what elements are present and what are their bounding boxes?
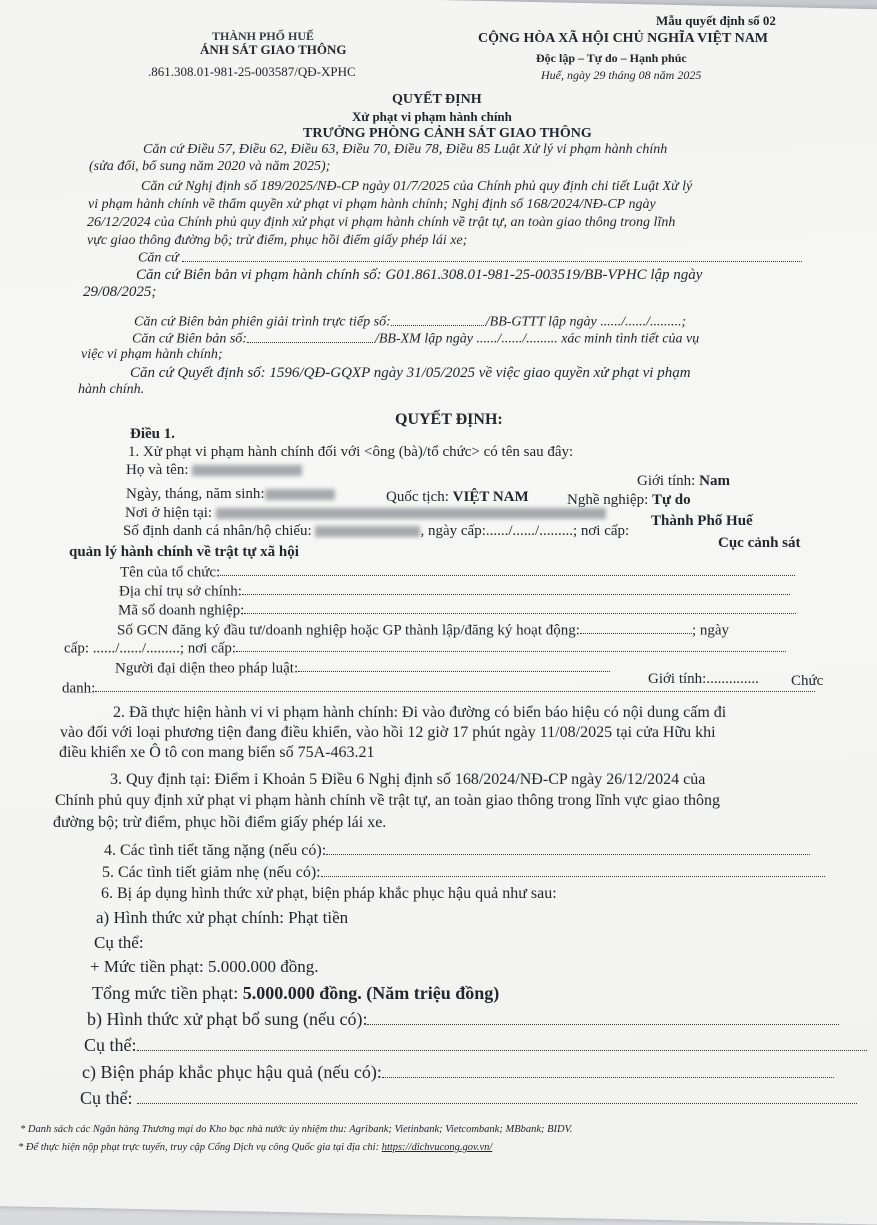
org-issue-field: cấp: ....../....../.........; nơi cấp:	[64, 640, 786, 656]
article-1-label: Điều 1.	[130, 426, 175, 442]
legal-basis-2b: vi phạm hành chính về thẩm quyền xử phạt vi phạm hành chính; Nghị định số 168/2024/NĐ-CP ngày	[88, 197, 656, 212]
section-6c: c) Biện pháp khắc phục hậu quả (nếu có):	[82, 1063, 834, 1081]
occupation-field: Nghề nghiệp: Tự do	[567, 492, 691, 508]
org-cert-field: Số GCN đăng ký đầu tư/doanh nghiệp hoặc GP thành lập/đăng ký hoạt động: ; ngày	[117, 622, 730, 639]
decision-number: .861.308.01-981-25-003587/QĐ-XPHC	[148, 64, 356, 79]
section-2-line-2: vào đối với loại phương tiện đang điều khiển, vào hồi 12 giờ 17 phút ngày 11/08/2025 tại cửa Hữu khi	[60, 724, 716, 741]
rep-gender-field: Giới tính:..............	[648, 671, 759, 687]
footnote-banks: * Danh sách các Ngân hàng Thương mại do Kho bạc nhà nước ủy nhiệm thu: Agribank; Vietinbank; Vietcombank; MBbank; BIDV.	[20, 1124, 573, 1135]
legal-basis-5: Căn cứ Biên bản phiên giải trình trực tiếp số: /BB-GTTT lập ngày ....../....../.........;	[134, 314, 687, 330]
residence-city: Thành Phố Huế	[651, 513, 753, 529]
section-6-intro: 6. Bị áp dụng hình thức xử phạt, biện pháp khắc phục hậu quả như sau:	[101, 885, 557, 902]
id-issuer-cont: quản lý hành chính về trật tự xã hội	[69, 544, 299, 560]
section-5: 5. Các tình tiết giảm nhẹ (nếu có):	[102, 864, 825, 881]
legal-basis-4: Căn cứ Biên bản vi phạm hành chính số: G01.861.308.01-981-25-003519/BB-VPHC lập ngày	[136, 267, 703, 283]
section-6c-detail: Cụ thể:	[80, 1089, 857, 1107]
section-2-line-3: điều khiển xe Ô tô con mang biển số 75A-463.21	[59, 744, 375, 761]
document-date: Huế, ngày 29 tháng 08 năm 2025	[541, 68, 702, 82]
section-1-intro: 1. Xử phạt vi phạm hành chính đối với <ông (bà)/tổ chức> có tên sau đây:	[128, 444, 574, 460]
dichvucong-link[interactable]: https://dichvucong.gov.vn/	[381, 1142, 493, 1153]
form-number: Mẫu quyết định số 02	[656, 13, 776, 28]
legal-basis-7: Căn cứ Quyết định số: 1596/QĐ-GQXP ngày 31/05/2025 về việc giao quyền xử phạt vi phạm	[130, 365, 691, 381]
legal-basis-4b: 29/08/2025;	[83, 284, 157, 300]
legal-basis-2: Căn cứ Nghị định số 189/2025/NĐ-CP ngày 01/7/2025 của Chính phủ quy định chi tiết Luật Xử lý	[141, 179, 693, 194]
dob-field: Ngày, tháng, năm sinh:	[126, 487, 335, 502]
id-number-field: Số định danh cá nhân/hộ chiếu: , ngày cấp:....../....../.........; nơi cấp:	[123, 523, 630, 539]
legal-basis-2d: vực giao thông đường bộ; trừ điểm, phục hồi điểm giấy phép lái xe;	[87, 233, 468, 248]
legal-basis-1: Căn cứ Điều 57, Điều 62, Điều 63, Điều 70, Điều 78, Điều 85 Luật Xử lý vi phạm hành chính	[143, 142, 668, 157]
id-issuer: Cục cảnh sát	[718, 535, 801, 551]
rep-position-field-cont: danh:	[62, 680, 815, 696]
legal-basis-7b: hành chính.	[78, 382, 145, 397]
decision-heading: QUYẾT ĐỊNH:	[395, 411, 503, 428]
section-6b-detail: Cụ thể:	[84, 1036, 867, 1054]
legal-basis-3: Căn cứ	[138, 250, 802, 266]
org-code-field: Mã số doanh nghiệp:	[118, 602, 796, 618]
agency-parent: THÀNH PHỐ HUẾ	[212, 29, 315, 43]
section-3-line-3: đường bộ; trừ điểm, phục hồi điểm giấy phép lái xe.	[53, 814, 387, 831]
section-6a-detail: Cụ thể:	[94, 933, 144, 952]
motto: Độc lập – Tự do – Hạnh phúc	[536, 51, 687, 65]
footnote-online: * Để thực hiện nộp phạt trực tuyến, truy cập Cổng Dịch vụ công Quốc gia tại địa chỉ: https://dichvucong.gov.vn/	[18, 1142, 493, 1153]
agency-name: ÁNH SÁT GIAO THÔNG	[200, 42, 347, 57]
section-3-line-2: Chính phủ quy định xử phạt vi phạm hành chính về trật tự, an toàn giao thông trong lĩnh vực giao thông	[55, 792, 721, 809]
legal-rep-field: Người đại diện theo pháp luật:	[115, 660, 610, 676]
document-title: QUYẾT ĐỊNH	[392, 92, 482, 107]
legal-basis-1b: (sửa đổi, bổ sung năm 2020 và năm 2025);	[89, 159, 331, 174]
legal-basis-2c: 26/12/2024 của Chính phủ quy định xử phạt vi phạm hành chính về trật tự, an toàn giao thông trong lĩnh	[87, 215, 676, 230]
legal-basis-6b: việc vi phạm hành chính;	[81, 347, 223, 362]
residence-field: Nơi ở hiện tại:	[125, 506, 606, 521]
total-fine: Tổng mức tiền phạt: 5.000.000 đồng. (Năm triệu đồng)	[92, 983, 500, 1003]
legal-basis-6: Căn cứ Biên bản số: /BB-XM lập ngày ....../....../......... xác minh tình tiết của vụ	[132, 331, 700, 347]
nationality-field: Quốc tịch: VIỆT NAM	[386, 489, 529, 505]
section-6a: a) Hình thức xử phạt chính: Phạt tiền	[96, 908, 349, 927]
country-name: CỘNG HÒA XÃ HỘI CHỦ NGHĨA VIỆT NAM	[478, 31, 769, 46]
issuing-authority: TRƯỞNG PHÒNG CẢNH SÁT GIAO THÔNG	[303, 126, 592, 141]
section-3-line-1: 3. Quy định tại: Điểm i Khoản 5 Điều 6 Nghị định số 168/2024/NĐ-CP ngày 26/12/2024 của	[110, 771, 706, 788]
document-subtitle: Xử phạt vi phạm hành chính	[352, 109, 512, 124]
section-2-line-1: 2. Đã thực hiện hành vi vi phạm hành chính: Đi vào đường có biển báo hiệu có nội dung cấm đi	[113, 704, 727, 721]
section-4: 4. Các tình tiết tăng nặng (nếu có):	[104, 842, 810, 859]
section-6b: b) Hình thức xử phạt bổ sung (nếu có):	[87, 1010, 839, 1028]
org-address-field: Địa chỉ trụ sở chính:	[119, 583, 790, 599]
rep-position-field: Chức	[791, 673, 824, 689]
name-field: Họ và tên:	[126, 463, 302, 478]
gender-field: Giới tính: Nam	[637, 473, 730, 489]
fine-amount: + Mức tiền phạt: 5.000.000 đồng.	[90, 957, 319, 976]
org-name-field: Tên của tổ chức:	[120, 564, 795, 580]
